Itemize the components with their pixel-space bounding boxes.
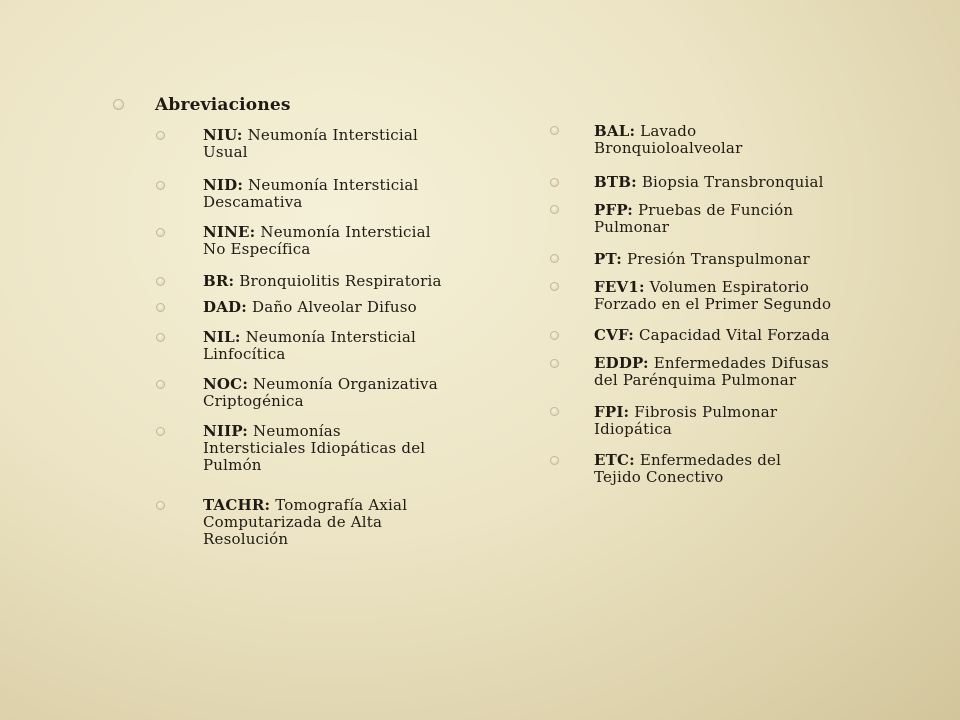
bullet-icon: [156, 181, 165, 190]
abbr-definition: Capacidad Vital Forzada: [639, 326, 830, 344]
bullet-icon: [156, 277, 165, 286]
bullet-icon: [156, 380, 165, 389]
abbr-term: FPI:: [594, 403, 630, 421]
abbr-term: NID:: [203, 176, 244, 194]
abbr-term: BTB:: [594, 173, 637, 191]
list-item: [203, 376, 438, 410]
bullet-icon: [550, 126, 559, 135]
abbr-term: NIU:: [203, 126, 243, 144]
abbr-term: NIL:: [203, 328, 241, 346]
abbr-definition: Enfermedades del: [639, 451, 782, 469]
abbr-term: BR:: [203, 272, 235, 290]
list-item: [594, 452, 781, 486]
abbr-definition: Bronquiolitis Respiratoria: [239, 272, 442, 290]
abbr-definition: Neumonía Intersticial: [245, 328, 417, 346]
abbr-definition-line2: Tejido Conectivo: [594, 468, 724, 486]
list-item: [203, 423, 425, 474]
abbr-definition: Daño Alveolar Difuso: [251, 298, 417, 316]
abbr-term: ETC:: [594, 451, 635, 469]
abbr-term: NIIP:: [203, 422, 249, 440]
abbr-term: CVF:: [594, 326, 635, 344]
abbr-definition-line2: Computarizada de Alta: [203, 513, 383, 531]
abbr-definition: Volumen Espiratorio: [649, 278, 810, 296]
bullet-icon: [113, 99, 124, 110]
list-item: [203, 299, 417, 316]
abbr-term: TACHR:: [203, 496, 271, 514]
list-item: [203, 273, 442, 290]
list-item: [203, 127, 418, 161]
abbr-definition-line2: Usual: [203, 143, 248, 161]
list-item: [203, 497, 407, 548]
list-item: [594, 202, 793, 236]
abbr-definition-line2: Forzado en el Primer Segundo: [594, 295, 832, 313]
bullet-icon: [550, 205, 559, 214]
bullet-icon: [156, 501, 165, 510]
abbr-definition: Fibrosis Pulmonar: [634, 403, 778, 421]
abbr-term: PT:: [594, 250, 623, 268]
abbr-definition: Lavado: [640, 122, 697, 140]
abbr-definition: Presión Transpulmonar: [627, 250, 810, 268]
list-item: [594, 355, 829, 389]
bullet-icon: [156, 228, 165, 237]
abbr-definition-line2: Criptogénica: [203, 392, 304, 410]
list-item: [594, 174, 824, 191]
abbr-definition-line3: Pulmón: [203, 456, 262, 474]
section-heading: Abreviaciones: [155, 95, 291, 115]
abbr-definition: Neumonía Intersticial: [248, 176, 419, 194]
abbr-definition-line2: Intersticiales Idiopáticas del: [203, 439, 426, 457]
bullet-icon: [550, 359, 559, 368]
list-item: [594, 251, 810, 268]
bullet-icon: [156, 333, 165, 342]
bullet-icon: [550, 282, 559, 291]
abbr-definition: Pruebas de Función: [637, 201, 794, 219]
abbr-term: EDDP:: [594, 354, 649, 372]
bullet-icon: [550, 331, 559, 340]
abbr-definition: Biopsia Transbronquial: [641, 173, 824, 191]
abbr-definition-line2: No Específica: [203, 240, 311, 258]
abbr-definition: Neumonía Intersticial: [247, 126, 419, 144]
abbr-definition-line2: Linfocítica: [203, 345, 286, 363]
abbr-definition-line2: Descamativa: [203, 193, 303, 211]
bullet-icon: [550, 254, 559, 263]
bullet-icon: [550, 456, 559, 465]
abbr-definition: Enfermedades Difusas: [653, 354, 829, 372]
list-item: [594, 279, 831, 313]
bullet-icon: [156, 427, 165, 436]
list-item: [594, 123, 742, 157]
list-item: [203, 177, 418, 211]
abbr-definition: Neumonía Organizativa: [253, 375, 438, 393]
bullet-icon: [156, 303, 165, 312]
abbr-definition: Tomografía Axial: [275, 496, 408, 514]
list-item: [203, 224, 431, 258]
abbr-definition: Neumonías: [253, 422, 341, 440]
abbr-term: PFP:: [594, 201, 634, 219]
abbr-definition: Neumonía Intersticial: [260, 223, 431, 241]
abbr-definition-line2: Idiopática: [594, 420, 673, 438]
list-item: [203, 329, 416, 363]
bullet-icon: [550, 178, 559, 187]
list-item: [594, 404, 777, 438]
abbr-term: DAD:: [203, 298, 247, 316]
abbr-term: NOC:: [203, 375, 249, 393]
bullet-icon: [156, 131, 165, 140]
abbr-term: FEV1:: [594, 278, 645, 296]
abbr-definition-line2: del Parénquima Pulmonar: [594, 371, 797, 389]
bullet-icon: [550, 407, 559, 416]
abbr-definition-line3: Resolución: [203, 530, 289, 548]
abbr-definition-line2: Pulmonar: [594, 218, 670, 236]
abbr-term: NINE:: [203, 223, 256, 241]
list-item: [594, 327, 830, 344]
abbr-term: BAL:: [594, 122, 636, 140]
abbr-definition-line2: Bronquioloalveolar: [594, 139, 743, 157]
